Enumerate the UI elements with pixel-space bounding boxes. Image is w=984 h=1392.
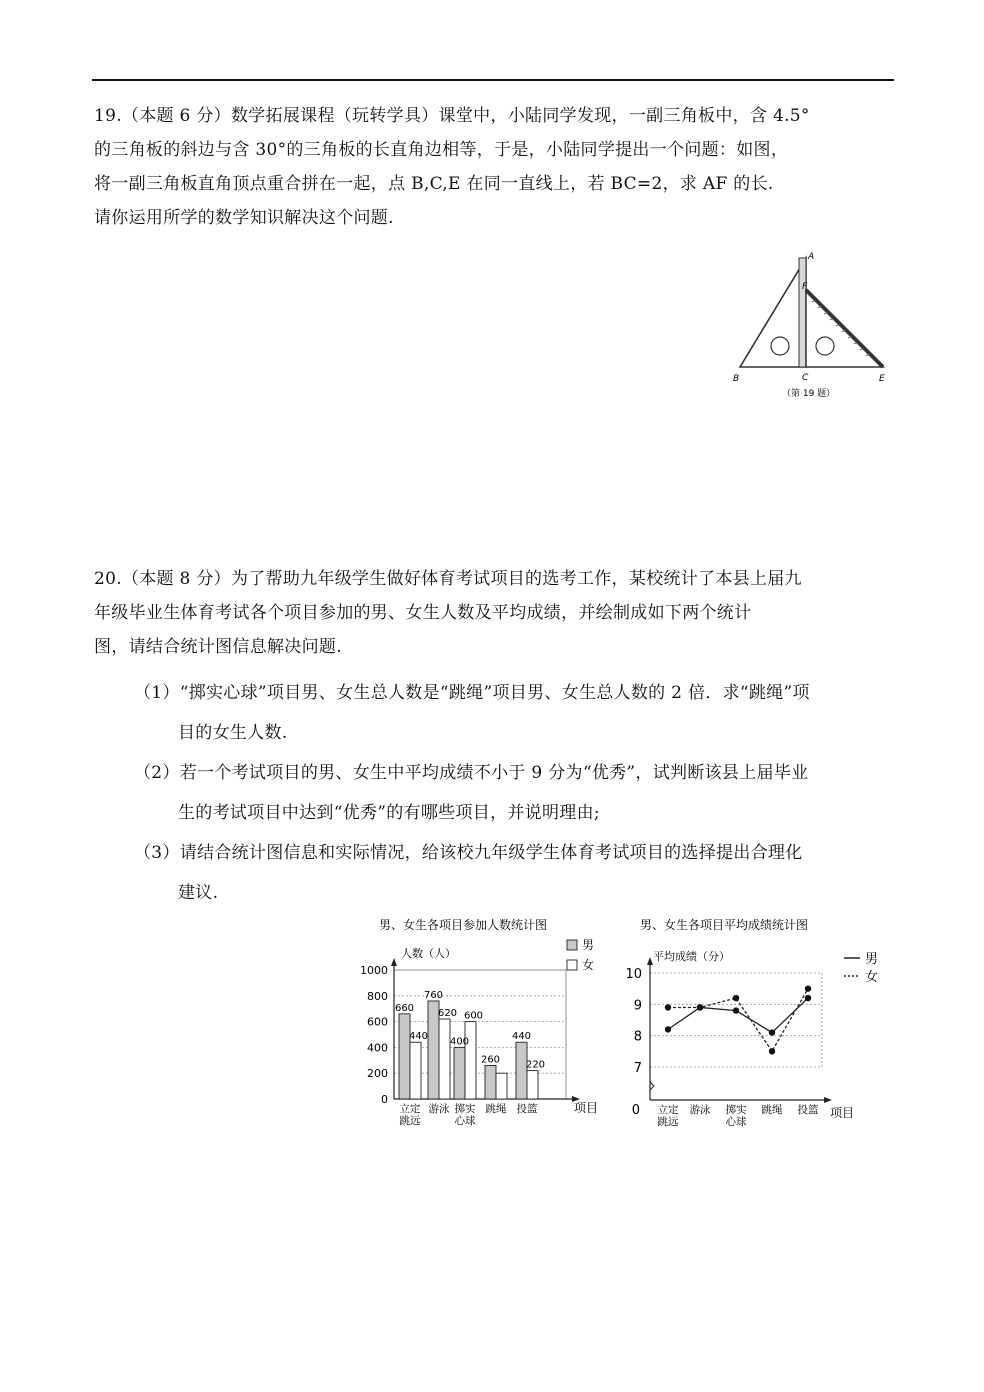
bar-chart-ytick: 600 bbox=[367, 1015, 388, 1029]
q20-sub3-line-1: （3）请结合统计图信息和实际情况，给该校九年级学生体育考试项目的选择提出合理化 bbox=[134, 843, 803, 863]
q20-line-3: 图，请结合统计图信息解决问题. bbox=[94, 637, 342, 657]
q19-line-3: 将一副三角板直角顶点重合拼在一起，点 B,C,E 在同一直线上，若 BC=2，求 AF 的长. bbox=[94, 174, 774, 194]
point-female bbox=[733, 995, 739, 1001]
bar-chart-ytick: 400 bbox=[367, 1041, 388, 1055]
line-chart-xlabel: 项目 bbox=[830, 1106, 855, 1120]
bar-chart-category-label: 掷实 bbox=[454, 1103, 476, 1115]
point-male bbox=[665, 1026, 671, 1032]
line-chart-category-label: 掷实 bbox=[725, 1104, 747, 1116]
point-male bbox=[769, 1029, 775, 1035]
point-female bbox=[665, 1004, 671, 1010]
bar-male-label: 400 bbox=[449, 1036, 470, 1048]
bar-chart-xlabel: 项目 bbox=[574, 1101, 599, 1115]
label-B: B bbox=[733, 374, 740, 384]
q20-sub2-line-2: 生的考试项目中达到“优秀”的有哪些项目，并说明理由; bbox=[178, 803, 600, 823]
figure-19-caption: （第 19 题） bbox=[782, 389, 836, 399]
bar-male-label: 260 bbox=[480, 1054, 501, 1066]
bar-chart-category-label: 投篮 bbox=[516, 1103, 538, 1115]
line-chart-ytick: 8 bbox=[633, 1029, 642, 1045]
legend-female-label: 女 bbox=[865, 970, 879, 985]
bar-chart-title: 男、女生各项目参加人数统计图 bbox=[379, 918, 548, 932]
bar-female bbox=[410, 1042, 421, 1099]
label-E: E bbox=[879, 374, 885, 384]
q20-line-1: 20.（本题 8 分）为了帮助九年级学生做好体育考试项目的选考工作，某校统计了本县上届九 bbox=[94, 569, 802, 589]
line-chart bbox=[620, 905, 880, 1130]
point-male bbox=[805, 995, 811, 1001]
line-chart-frame bbox=[650, 973, 822, 1067]
label-C: C bbox=[802, 373, 809, 383]
series-line-male bbox=[668, 998, 808, 1032]
line-chart-category-label: 投篮 bbox=[797, 1104, 819, 1116]
ruler-edge bbox=[799, 258, 806, 367]
legend-female-swatch bbox=[567, 960, 577, 970]
q19-line-1: 19.（本题 6 分）数学拓展课程（玩转学具）课堂中，小陆同学发现，一副三角板中，含 4.5° bbox=[94, 106, 810, 126]
label-F: F bbox=[802, 282, 808, 292]
bar-chart-ytick: 800 bbox=[367, 989, 388, 1003]
legend-female-label: 女 bbox=[582, 958, 595, 972]
bar-female-label: 620 bbox=[437, 1008, 458, 1020]
line-chart-category-label: 立定 bbox=[657, 1104, 679, 1116]
legend-male-label: 男 bbox=[582, 938, 595, 952]
bar-chart-category-label: 立定 bbox=[399, 1103, 421, 1115]
q19-line-4: 请你运用所学的数学知识解决这个问题. bbox=[94, 208, 394, 228]
bar-chart-ytick: 0 bbox=[381, 1093, 388, 1106]
q20-sub1-line-2: 目的女生人数. bbox=[178, 723, 288, 743]
point-male bbox=[733, 1007, 739, 1013]
bar-female-label: 600 bbox=[463, 1010, 484, 1022]
top-rule bbox=[92, 79, 894, 81]
bar-male bbox=[454, 1047, 465, 1099]
line-chart-category-label: 跳绳 bbox=[761, 1104, 783, 1116]
line-chart-ytick: 9 bbox=[633, 998, 642, 1014]
q20-sub2-line-1: （2）若一个考试项目的男、女生中平均成绩不小于 9 分为“优秀”，试判断该县上届毕业 bbox=[134, 763, 809, 783]
bar-chart-ytick: 200 bbox=[367, 1067, 388, 1081]
point-female bbox=[805, 985, 811, 991]
q20-sub3-line-2: 建议. bbox=[178, 883, 219, 903]
line-chart-origin: 0 bbox=[631, 1103, 640, 1118]
question-20 bbox=[94, 562, 894, 664]
bar-chart-category-label: 游泳 bbox=[428, 1103, 450, 1115]
line-chart-ytick: 10 bbox=[625, 967, 642, 982]
bar-chart-ylabel: 人数（人） bbox=[401, 947, 456, 960]
bar-male-label: 440 bbox=[511, 1031, 532, 1043]
line-chart-x-arrow bbox=[824, 1097, 832, 1103]
bar-chart-category-label: 心球 bbox=[454, 1115, 476, 1127]
bar-chart-category-label: 跳远 bbox=[399, 1115, 421, 1127]
bar-male-label: 660 bbox=[394, 1002, 415, 1014]
bar-female bbox=[527, 1071, 538, 1099]
line-chart-category-label: 心球 bbox=[725, 1116, 747, 1128]
point-female bbox=[697, 1004, 703, 1010]
bar-male-label: 760 bbox=[423, 989, 444, 1001]
label-A: A bbox=[808, 252, 815, 262]
bar-chart-y-arrow bbox=[391, 958, 397, 966]
bar-male bbox=[485, 1065, 496, 1099]
point-female bbox=[769, 1048, 775, 1054]
legend-male-label: 男 bbox=[865, 952, 879, 967]
bar-male bbox=[399, 1014, 410, 1099]
question-19 bbox=[94, 99, 894, 235]
bar-chart bbox=[344, 905, 614, 1130]
legend-male-swatch bbox=[567, 940, 577, 950]
bar-female bbox=[496, 1073, 507, 1099]
bar-female-label: 220 bbox=[525, 1059, 546, 1071]
bar-female-label: 440 bbox=[408, 1031, 429, 1043]
q19-line-2: 的三角板的斜边与含 30°的三角板的长直角边相等，于是，小陆同学提出一个问题：如图， bbox=[94, 140, 789, 160]
line-chart-title: 男、女生各项目平均成绩统计图 bbox=[640, 918, 809, 932]
line-chart-category-label: 游泳 bbox=[689, 1104, 711, 1116]
bar-female bbox=[439, 1019, 450, 1099]
bar-female bbox=[465, 1022, 476, 1099]
q20-line-2: 年级毕业生体育考试各个项目参加的男、女生人数及平均成绩，并绘制成如下两个统计 bbox=[94, 603, 752, 623]
line-chart-ylabel: 平均成绩（分） bbox=[653, 950, 730, 963]
line-chart-category-label: 跳远 bbox=[657, 1116, 679, 1128]
bar-chart-category-label: 跳绳 bbox=[485, 1103, 507, 1115]
bar-chart-ytick: 1000 bbox=[360, 964, 388, 977]
q20-sub1-line-1: （1）“掷实心球”项目男、女生总人数是“跳绳”项目男、女生总人数的 2 倍．求“跳绳”项 bbox=[134, 683, 810, 703]
figure-19 bbox=[728, 250, 898, 405]
line-chart-ytick: 7 bbox=[633, 1061, 642, 1076]
